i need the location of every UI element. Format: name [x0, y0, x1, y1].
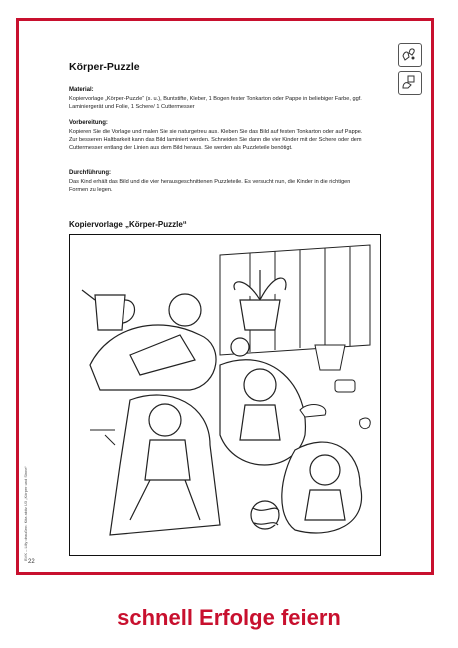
section-heading-material: Material: — [69, 87, 94, 93]
child-waving-drawing — [220, 360, 305, 465]
section-text-preparation: Kopieren Sie die Vorlage und malen Sie sie naturgetreu aus. Kleben Sie das Bild auf festen Tonkarton oder auf Pappe. Zur besseren Haltbarkeit kann das Bild laminiert werden. Schneiden Sie dann die vier Kinder mit der Schere oder dem Cuttermesser entlang der Linien aus dem Bild heraus. Sie werden als Puzzleteile benötigt. — [69, 129, 363, 151]
small-ball-drawing — [231, 338, 249, 356]
section-heading-preparation: Vorbereitung: — [69, 120, 108, 126]
illustration-title: Kopiervorlage „Körper-Puzzle“ — [69, 220, 187, 229]
section-text-material: Kopiervorlage „Körper-Puzzle“ (s. u.), Buntstifte, Kleber, 1 Bogen fester Tonkarton oder Pappe in beliebiger Farbe, ggf. Laminiergerät und Folie, 1 Schere/ 1 Cuttermesser — [69, 96, 362, 110]
ball-drawing — [251, 501, 279, 529]
bird-drawing — [360, 418, 371, 429]
section-heading-procedure: Durchführung: — [69, 170, 111, 176]
document-title: Körper-Puzzle — [69, 61, 140, 73]
coloring-illustration — [69, 234, 381, 556]
hands-icon — [398, 43, 422, 67]
section-text-procedure: Das Kind erhält das Bild und die vier herausgeschnittenen Puzzleteile. Es versucht nun, die Kinder in die richtigen Formen zu legen. — [69, 179, 351, 193]
page-frame — [16, 18, 434, 575]
side-note: BVK – Lilly draußen: Kita aktiv U3 „Körper und Sinne“ — [23, 466, 28, 561]
child-walking-drawing — [110, 395, 220, 535]
page-number: 22 — [28, 559, 35, 565]
child-sitting-drawing — [282, 442, 362, 533]
watering-can-drawing — [82, 290, 135, 330]
plant-pot-drawing — [234, 270, 286, 330]
hand-puzzle-icon — [398, 71, 422, 95]
footer-slogan: schnell Erfolge feiern — [117, 605, 341, 630]
